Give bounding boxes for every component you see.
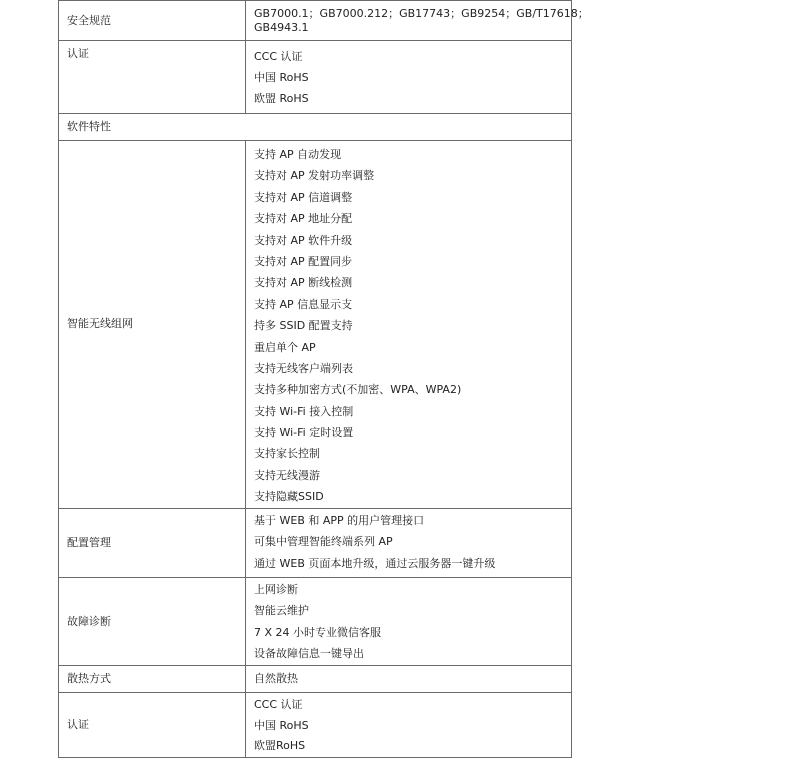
row-values [246, 693, 572, 758]
row-values [246, 578, 572, 666]
value-line: 支持对 AP 断线检测 [254, 276, 353, 290]
value-line: 支持家长控制 [254, 447, 320, 461]
value-line: 7 X 24 小时专业微信客服 [254, 625, 382, 639]
row-label: 散热方式 [59, 666, 246, 693]
spec-row-smart-wireless-networking [59, 141, 572, 509]
value-line: 支持 Wi-Fi 接入控制 [254, 404, 354, 418]
value-line: 支持对 AP 地址分配 [254, 212, 353, 226]
row-values [246, 508, 572, 578]
value-line: 中国 RoHS [254, 718, 309, 732]
row-label: 故障诊断 [59, 578, 246, 666]
spec-row-configuration-management [59, 508, 572, 578]
value-line: 基于 WEB 和 APP 的用户管理接口 [254, 513, 425, 527]
value-line: 可集中管理智能终端系列 AP [254, 535, 393, 549]
section-row-software-features [59, 114, 572, 141]
row-label: 安全规范 [59, 1, 246, 41]
value-line: 支持多种加密方式(不加密、WPA、WPA2) [254, 383, 462, 397]
spec-row-fault-diagnosis [59, 578, 572, 666]
row-label: 配置管理 [59, 508, 246, 578]
row-label: 认证 [59, 693, 246, 758]
value-line: 支持无线客户端列表 [254, 361, 353, 375]
spec-row-certification-2 [59, 693, 572, 758]
value-line: 支持对 AP 软件升级 [254, 233, 353, 247]
spec-row-cooling-method [59, 666, 572, 693]
value-line: 设备故障信息一键导出 [254, 647, 364, 661]
spec-row-certification [59, 41, 572, 114]
value-line: 重启单个 AP [254, 340, 316, 354]
section-title: 软件特性 [59, 114, 572, 141]
value-line: 欧盟 RoHS [254, 92, 309, 105]
row-label: 智能无线组网 [59, 141, 246, 509]
value-line: CCC 认证 [254, 698, 303, 712]
value-line: 支持无线漫游 [254, 468, 320, 482]
row-values [246, 1, 589, 41]
value-line: GB4943.1 [254, 20, 309, 34]
spec-table [58, 0, 589, 758]
value-line: GB7000.1；GB7000.212；GB17743；GB9254；GB/T17618； [254, 6, 589, 20]
row-label: 认证 [59, 41, 246, 114]
value-line: 通过 WEB 页面本地升级，通过云服务器一键升级 [254, 556, 496, 570]
value-line: 中国 RoHS [254, 71, 309, 84]
value-line: 支持对 AP 配置同步 [254, 254, 353, 268]
value-line: 智能云维护 [254, 604, 309, 618]
value-line: 支持 Wi-Fi 定时设置 [254, 426, 354, 440]
value-line: 持多 SSID 配置支持 [254, 319, 353, 333]
row-values [246, 666, 572, 693]
value-line: 支持隐藏SSID [254, 490, 324, 504]
value-line: 自然散热 [254, 672, 298, 686]
row-values [246, 41, 572, 114]
value-line: 支持对 AP 发射功率调整 [254, 169, 375, 183]
value-line: 支持 AP 自动发现 [254, 148, 342, 161]
value-line: 支持对 AP 信道调整 [254, 190, 353, 204]
row-values [246, 141, 572, 509]
spec-row-safety [59, 1, 572, 41]
value-line: 上网诊断 [254, 583, 298, 597]
value-line: 欧盟RoHS [254, 739, 306, 753]
value-line: CCC 认证 [254, 50, 303, 63]
value-line: 支持 AP 信息显示支 [254, 297, 353, 311]
